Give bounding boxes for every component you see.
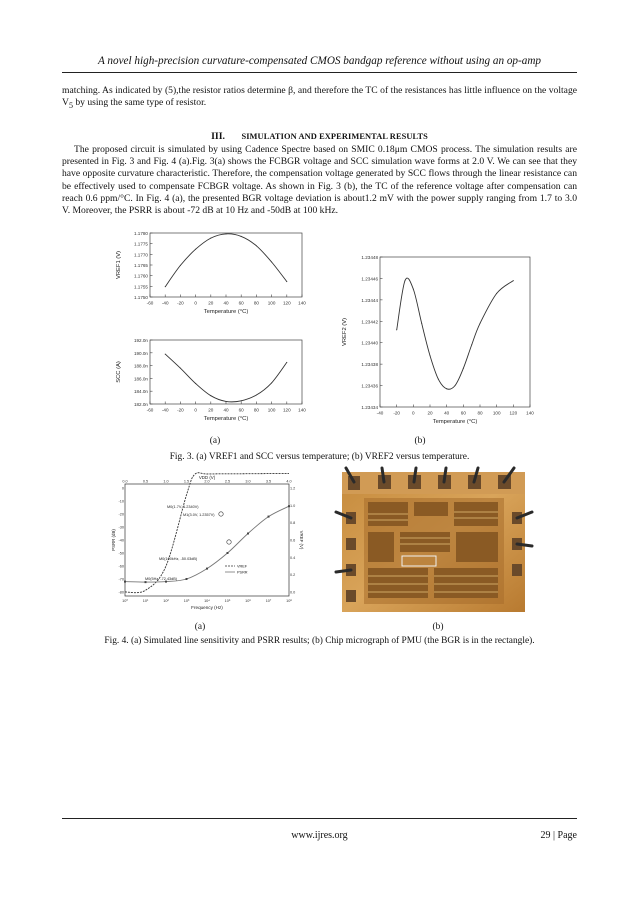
x-tick-label: 20 bbox=[427, 410, 433, 416]
y-tick-label: 1.23444 bbox=[361, 297, 378, 303]
y-tick-label: 186.0n bbox=[133, 376, 148, 382]
top-tick-label: 2.0 bbox=[204, 479, 210, 484]
x-tick-label: 100 bbox=[492, 410, 501, 416]
x-tick-label: -40 bbox=[161, 407, 169, 413]
x-tick-label: 140 bbox=[526, 410, 534, 416]
data-point bbox=[271, 382, 272, 383]
right-tick-label: 0.2 bbox=[290, 573, 296, 578]
bottom-tick-label: 10⁵ bbox=[224, 599, 231, 603]
footer-url: www.ijres.org bbox=[291, 830, 348, 841]
top-tick-label: 1.0 bbox=[163, 479, 169, 484]
plot-frame bbox=[150, 340, 302, 404]
bottom-tick-label: 10⁴ bbox=[204, 599, 210, 603]
curve-marker bbox=[227, 540, 231, 544]
x-tick-label: 60 bbox=[238, 300, 244, 306]
figure-3a-top-chart bbox=[112, 228, 310, 320]
data-line bbox=[165, 234, 287, 287]
left-tick-label: -10 bbox=[118, 499, 124, 504]
x-tick-label: 40 bbox=[223, 407, 229, 413]
fig4a-label: (a) bbox=[194, 622, 206, 632]
fig4-caption: Fig. 4. (a) Simulated line sensitivity and PSRR results; (b) Chip micrograph of PMU (the BGR is in the rectangle). bbox=[104, 636, 535, 646]
data-point bbox=[396, 329, 397, 330]
header-rule bbox=[62, 72, 577, 73]
x-tick-label: 0 bbox=[194, 407, 197, 413]
left-tick-label: -20 bbox=[118, 512, 124, 517]
x-tick-label: 0 bbox=[412, 410, 415, 416]
top-axis-label: VDD (V) bbox=[198, 475, 216, 480]
y-axis-label: SCC (A) bbox=[116, 361, 122, 383]
x-tick-label: 120 bbox=[509, 410, 518, 416]
data-point bbox=[496, 293, 497, 294]
x-tick-label: 20 bbox=[208, 300, 214, 306]
data-point bbox=[271, 262, 272, 263]
y-tick-label: 1.1765 bbox=[133, 263, 148, 268]
vref-line bbox=[125, 473, 292, 593]
left-axis-label: PSRR (dB) bbox=[111, 529, 116, 551]
figure-4a-chart bbox=[113, 474, 303, 614]
y-tick-label: 1.23438 bbox=[361, 362, 378, 368]
bottom-tick-label: 10⁷ bbox=[265, 599, 272, 603]
fig3-caption: Fig. 3. (a) VREF1 and SCC versus temperature; (b) VREF2 versus temperature. bbox=[169, 452, 470, 462]
data-point bbox=[195, 249, 196, 250]
right-tick-label: 0.4 bbox=[290, 555, 296, 560]
x-axis-label: Temperature (°C) bbox=[432, 419, 478, 425]
x-tick-label: 60 bbox=[460, 410, 466, 416]
top-tick-label: 0.5 bbox=[142, 479, 149, 484]
psrr-marker bbox=[206, 568, 208, 570]
psrr-marker bbox=[288, 505, 290, 507]
x-tick-label: -20 bbox=[177, 407, 184, 413]
right-tick-label: 0.6 bbox=[290, 538, 296, 543]
plot-frame bbox=[150, 233, 302, 297]
running-header: A novel high-precision curvature-compensated CMOS bandgap reference without using an op-amp bbox=[97, 55, 542, 67]
data-point bbox=[286, 281, 287, 282]
data-point bbox=[226, 401, 227, 402]
y-tick-label: 1.23446 bbox=[361, 276, 378, 282]
data-point bbox=[165, 354, 166, 355]
x-tick-label: -40 bbox=[376, 410, 384, 416]
left-tick-label: -50 bbox=[118, 551, 124, 556]
right-tick-label: 0.0 bbox=[290, 590, 296, 595]
data-point bbox=[241, 400, 242, 401]
data-point bbox=[446, 388, 447, 389]
bottom-tick-label: 10⁰ bbox=[122, 599, 128, 603]
x-axis-label: Temperature (°C) bbox=[203, 309, 249, 315]
x-tick-label: 80 bbox=[253, 407, 259, 413]
psrr-marker bbox=[247, 533, 249, 535]
x-tick-label: -20 bbox=[393, 410, 400, 416]
top-tick-label: 4.0 bbox=[286, 479, 292, 484]
psrr-marker bbox=[145, 581, 147, 583]
data-line bbox=[165, 354, 287, 402]
results-paragraph: The proposed circuit is simulated by using Cadence Spectre based on SMIC 0.18μm CMOS process. The simulation results are presented in Fig. 3 and Fig. 4 (a).Fig. 3(a) shows the FCBGR voltage and SCC simulation wave forms at 2.0 V. We can see that they have opposite curvature characteristic. Therefore, the compensation voltage generated by SCC flows through the linear resistance can be effectively used to compensate FCBGR voltage. As shown in Fig. 3 (b), the TC of the reference voltage after compensation can reach 0.6 ppm/°C. In Fig. 4 (a), the presented BGR voltage deviation is about1.2 mV with the power supply ranging from 1.7 to 3.0 V. Moreover, the PSRR is about -72 dB at 10 Hz and -50dB at 100 kHz. bbox=[62, 144, 577, 217]
y-tick-label: 1.1780 bbox=[133, 231, 148, 236]
x-tick-label: -20 bbox=[177, 300, 184, 306]
data-line bbox=[397, 278, 514, 389]
x-tick-label: 80 bbox=[253, 300, 259, 306]
curve-marker bbox=[219, 512, 223, 516]
fig3a-label: (a) bbox=[209, 436, 221, 446]
x-tick-label: 140 bbox=[298, 300, 306, 306]
section-title: SIMULATION AND EXPERIMENTAL RESULTS bbox=[241, 132, 428, 141]
data-point bbox=[165, 286, 166, 287]
y-tick-label: 1.1770 bbox=[133, 252, 148, 258]
paragraph-text: matching. As indicated by (5),the resistor ratios determine β, and therefore the TC of the resistances has little influence on the voltage V bbox=[62, 85, 577, 109]
psrr-marker bbox=[227, 552, 229, 554]
psrr-marker bbox=[124, 581, 126, 583]
x-tick-label: 140 bbox=[298, 407, 306, 413]
figure-3a-bottom-chart bbox=[112, 335, 310, 427]
fig4b-label: (b) bbox=[432, 622, 444, 632]
bottom-tick-label: 10³ bbox=[183, 599, 190, 603]
y-tick-label: 188.0n bbox=[133, 363, 148, 369]
top-tick-label: 1.5 bbox=[183, 479, 190, 484]
plot-frame bbox=[380, 257, 530, 407]
y-tick-label: 182.0n bbox=[133, 402, 148, 407]
x-tick-label: 60 bbox=[238, 407, 244, 413]
x-tick-label: 100 bbox=[267, 300, 276, 306]
y-tick-label: 184.0n bbox=[133, 389, 148, 395]
bottom-tick-label: 10⁸ bbox=[286, 599, 292, 603]
psrr-marker bbox=[186, 578, 188, 580]
top-tick-label: 0.0 bbox=[122, 479, 128, 484]
data-point bbox=[455, 385, 456, 386]
bottom-tick-label: 10⁶ bbox=[245, 599, 251, 603]
left-tick-label: -80 bbox=[118, 590, 124, 595]
data-point bbox=[195, 383, 196, 384]
paragraph-continuation bbox=[62, 85, 577, 112]
data-point bbox=[286, 362, 287, 363]
data-point bbox=[226, 233, 227, 234]
data-point bbox=[430, 355, 431, 356]
chip-micrograph bbox=[342, 472, 525, 612]
y-tick-label: 1.23440 bbox=[361, 340, 378, 346]
right-axis-label: VREF (V) bbox=[299, 530, 304, 550]
top-tick-label: 3.5 bbox=[265, 479, 272, 484]
x-tick-label: -40 bbox=[161, 300, 169, 306]
right-tick-label: 1.2 bbox=[290, 486, 296, 491]
data-point bbox=[180, 368, 181, 369]
left-tick-label: -70 bbox=[118, 577, 124, 582]
data-point bbox=[405, 280, 406, 281]
y-axis-label: VREF1 (V) bbox=[116, 250, 122, 280]
right-tick-label: 0.8 bbox=[290, 521, 296, 526]
psrr-line bbox=[125, 506, 289, 582]
y-tick-label: 190.0n bbox=[133, 350, 148, 356]
x-axis-label: Temperature (°C) bbox=[203, 416, 249, 422]
left-tick-label: -30 bbox=[118, 525, 124, 530]
data-point bbox=[421, 323, 422, 324]
y-tick-label: 1.1755 bbox=[133, 284, 148, 290]
x-axis-label: Frequency (Hz) bbox=[191, 605, 223, 610]
annotation: M0(1.7V, 1.2340V) bbox=[167, 505, 199, 509]
x-tick-label: 120 bbox=[282, 300, 291, 306]
left-tick-label: -60 bbox=[118, 564, 124, 569]
data-point bbox=[180, 265, 181, 266]
paragraph-tail: by using the same type of resistor. bbox=[72, 97, 207, 109]
annotation: M0(100kHz, -50.03dB) bbox=[159, 557, 198, 561]
annotation: M0(5Hz, -72.43dB) bbox=[145, 577, 178, 581]
x-tick-label: 40 bbox=[444, 410, 450, 416]
x-tick-label: -60 bbox=[146, 407, 154, 413]
x-tick-label: 80 bbox=[477, 410, 483, 416]
y-tick-label: 192.0n bbox=[133, 338, 148, 343]
psrr-marker bbox=[268, 516, 270, 518]
x-tick-label: 120 bbox=[282, 407, 291, 413]
x-tick-label: 40 bbox=[223, 300, 229, 306]
data-point bbox=[256, 245, 257, 246]
top-tick-label: 3.0 bbox=[245, 479, 251, 484]
section-heading bbox=[62, 131, 577, 142]
x-tick-label: -60 bbox=[146, 300, 154, 306]
data-point bbox=[413, 289, 414, 290]
y-tick-label: 1.1750 bbox=[133, 295, 148, 300]
x-tick-label: 20 bbox=[208, 407, 214, 413]
data-point bbox=[210, 395, 211, 396]
fig3b-label: (b) bbox=[414, 436, 426, 446]
data-point bbox=[513, 280, 514, 281]
bottom-tick-label: 10² bbox=[163, 599, 169, 603]
data-point bbox=[480, 323, 481, 324]
data-point bbox=[471, 344, 472, 345]
left-tick-label: 0 bbox=[121, 486, 124, 491]
bottom-tick-label: 10¹ bbox=[142, 599, 149, 603]
left-tick-label: -40 bbox=[118, 538, 124, 543]
figure-3b-chart bbox=[338, 253, 538, 430]
legend-label: VREF bbox=[237, 564, 248, 569]
y-tick-label: 1.1775 bbox=[133, 241, 148, 247]
data-point bbox=[256, 395, 257, 396]
y-tick-label: 1.23448 bbox=[361, 255, 378, 260]
y-tick-label: 1.23434 bbox=[361, 405, 378, 410]
annotation: M1(3.0V, 1.2357V) bbox=[183, 513, 215, 517]
y-tick-label: 1.23436 bbox=[361, 383, 378, 389]
x-tick-label: 0 bbox=[194, 300, 197, 306]
right-tick-label: 1.0 bbox=[290, 503, 296, 508]
subscript: 5 bbox=[68, 101, 73, 111]
footer-page: 29 | Page bbox=[540, 830, 577, 841]
legend-label: PSRR bbox=[237, 570, 248, 575]
top-tick-label: 2.5 bbox=[224, 479, 231, 484]
y-tick-label: 1.23442 bbox=[361, 319, 378, 325]
y-tick-label: 1.1760 bbox=[133, 273, 148, 279]
section-number: III. bbox=[211, 131, 225, 142]
footer-rule bbox=[62, 818, 577, 819]
data-point bbox=[438, 379, 439, 380]
data-point bbox=[210, 238, 211, 239]
x-tick-label: 100 bbox=[267, 407, 276, 413]
data-point bbox=[463, 368, 464, 369]
data-point bbox=[241, 236, 242, 237]
y-axis-label: VREF2 (V) bbox=[342, 317, 348, 347]
